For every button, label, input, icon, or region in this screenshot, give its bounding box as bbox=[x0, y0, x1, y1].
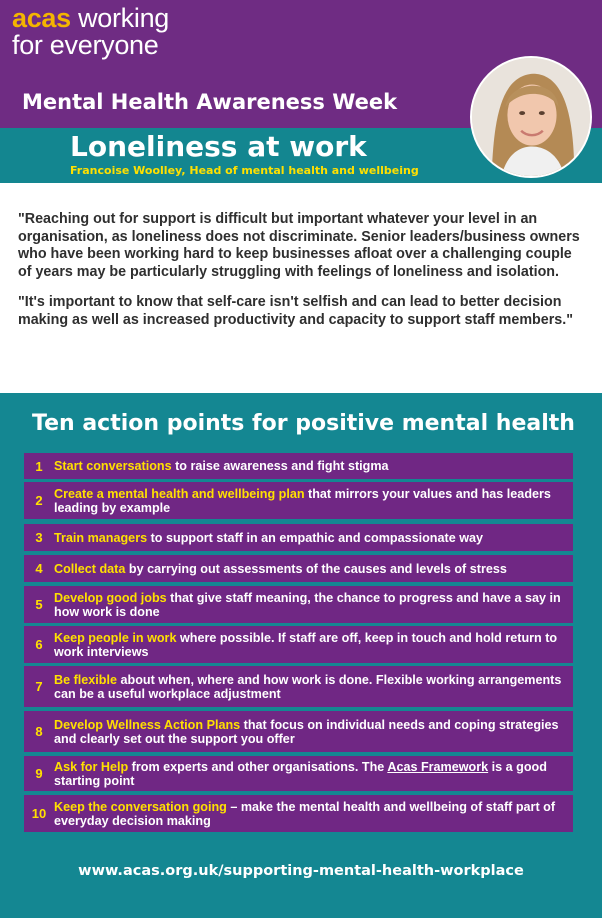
action-body-end: is a good starting point bbox=[54, 759, 547, 788]
action-number: 6 bbox=[35, 637, 43, 652]
action-body: that give staff meaning, the chance to progress and have a say in how work is done bbox=[54, 590, 561, 619]
action-text bbox=[54, 800, 573, 828]
action-points-section bbox=[0, 393, 602, 918]
action-item-6 bbox=[24, 626, 573, 663]
footer-url-link[interactable]: www.acas.org.uk/supporting-mental-health-workplace bbox=[78, 863, 524, 879]
action-highlight: Ask for Help bbox=[54, 759, 129, 774]
action-body: to raise awareness and fight stigma bbox=[171, 459, 389, 473]
action-item-7 bbox=[24, 666, 573, 707]
action-highlight: Create a mental health and wellbeing plan bbox=[54, 486, 305, 501]
action-body: that focus on individual needs and coping strategies and clearly set out the support you offer bbox=[54, 717, 559, 746]
action-text bbox=[54, 591, 573, 619]
quote-paragraph-1: "Reaching out for support is difficult but important whatever your level in an organisation, as loneliness does not discriminate. Senior leaders/business owners who have been working hard to keep businesses afloat over a challenging couple of years may be particularly struggling with feelings of loneliness and isolation. bbox=[18, 211, 580, 280]
quote-paragraph-2: "It's important to know that self-care isn't selfish and can lead to better decision making as well as increased productivity and capacity to support staff members." bbox=[18, 294, 573, 328]
action-highlight: Develop Wellness Action Plans bbox=[54, 717, 241, 732]
action-number: 10 bbox=[31, 806, 47, 821]
action-number: 4 bbox=[35, 561, 43, 576]
acas-framework-link[interactable]: Acas Framework bbox=[387, 759, 489, 774]
author-portrait-image bbox=[472, 58, 590, 176]
action-text bbox=[54, 760, 573, 788]
action-number: 5 bbox=[35, 597, 43, 612]
action-item-1 bbox=[24, 453, 573, 479]
author-byline: Francoise Woolley, Head of mental health and wellbeing bbox=[70, 164, 419, 177]
action-body: by carrying out assessments of the causes and levels of stress bbox=[125, 561, 507, 576]
action-highlight: Develop good jobs bbox=[54, 590, 167, 605]
action-number: 1 bbox=[35, 458, 43, 474]
author-photo bbox=[470, 56, 592, 178]
action-points-title: Ten action points for positive mental health bbox=[32, 411, 575, 436]
action-highlight: Train managers bbox=[54, 530, 148, 545]
action-number: 8 bbox=[35, 724, 43, 739]
action-item-10 bbox=[24, 795, 573, 832]
action-number: 7 bbox=[35, 679, 43, 694]
action-text bbox=[54, 631, 573, 659]
action-body: that mirrors your values and has leaders leading by example bbox=[54, 486, 551, 515]
action-highlight: Be flexible bbox=[54, 672, 117, 687]
action-body: from experts and other organisations. The bbox=[128, 759, 388, 774]
action-text bbox=[54, 531, 489, 545]
action-text bbox=[54, 718, 573, 746]
action-text bbox=[54, 673, 573, 701]
action-item-8 bbox=[24, 711, 573, 752]
acas-logo[interactable] bbox=[12, 5, 169, 59]
logo-line2-text: for everyone bbox=[12, 30, 159, 60]
logo-working-text: working bbox=[70, 3, 170, 33]
action-text bbox=[54, 562, 513, 576]
action-item-5 bbox=[24, 586, 573, 623]
action-highlight: Start conversations bbox=[54, 459, 172, 473]
action-item-3 bbox=[24, 524, 573, 551]
topic-title: Loneliness at work bbox=[70, 130, 367, 163]
action-body: where possible. If staff are off, keep in touch and hold return to work interviews bbox=[54, 630, 558, 659]
action-number: 2 bbox=[35, 493, 43, 508]
action-highlight: Keep the conversation going bbox=[54, 799, 227, 814]
action-item-9 bbox=[24, 756, 573, 791]
action-highlight: Collect data bbox=[54, 561, 126, 576]
action-item-2 bbox=[24, 482, 573, 519]
action-highlight: Keep people in work bbox=[54, 630, 177, 645]
action-body: about when, where and how work is done. Flexible working arrangements can be a useful workplace adjustment bbox=[54, 672, 562, 701]
event-title: Mental Health Awareness Week bbox=[22, 90, 398, 114]
action-text bbox=[54, 487, 573, 515]
action-number: 3 bbox=[35, 530, 43, 545]
action-body: to support staff in an empathic and compassionate way bbox=[147, 530, 484, 545]
action-body: – make the mental health and wellbeing of staff part of everyday decision making bbox=[54, 799, 556, 828]
logo-acas-text: acas bbox=[12, 3, 71, 33]
action-item-4 bbox=[24, 555, 573, 582]
action-text bbox=[54, 459, 395, 473]
quote-section bbox=[0, 183, 602, 393]
action-number: 9 bbox=[35, 766, 43, 781]
